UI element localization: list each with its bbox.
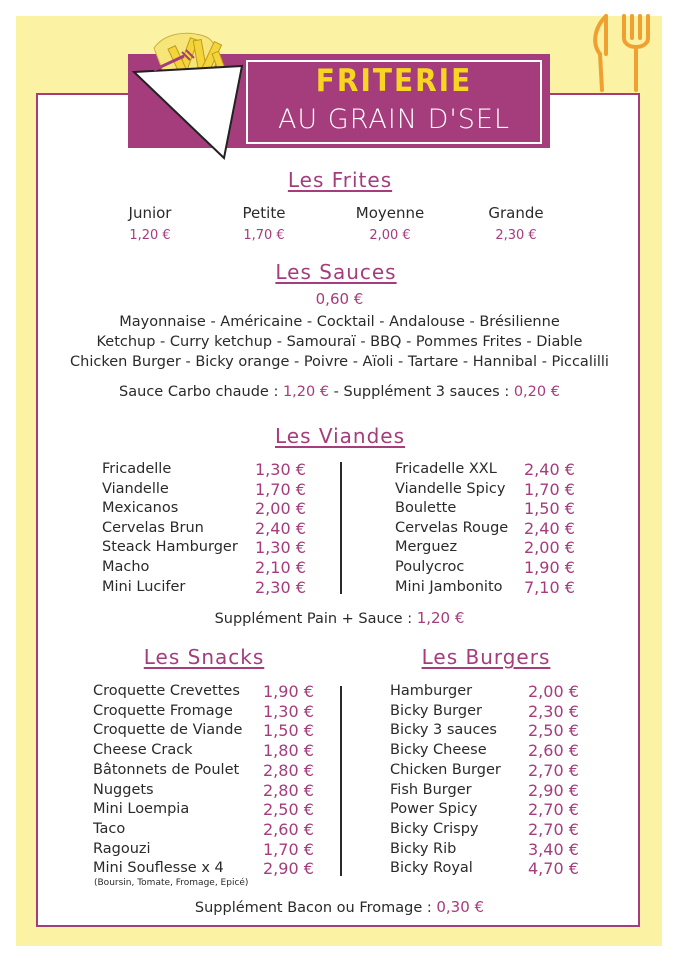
burger-item-price: 4,70 € <box>528 859 579 879</box>
frites-size-price: 1,70 € <box>243 228 285 243</box>
burger-item-price: 2,90 € <box>528 780 579 800</box>
burger-item-price: 2,30 € <box>528 701 579 721</box>
viande-item-name: Viandelle Spicy <box>395 480 506 497</box>
viande-item-name: Boulette <box>395 500 457 517</box>
burger-item-name: Bicky Rib <box>390 840 457 857</box>
souflesse-note: (Boursin, Tomate, Fromage, Epicé) <box>94 878 249 888</box>
bacon-supplement-label: Supplément Bacon ou Fromage : <box>194 900 437 916</box>
sauce-carbo-price: 1,20 € <box>282 384 330 400</box>
snack-item-price: 2,90 € <box>263 859 314 879</box>
sauces-line-2: Ketchup - Curry ketchup - Samouraï - BBQ - Pommes Frites - Diable <box>96 334 583 350</box>
viandes-divider <box>340 462 342 594</box>
viande-item-price: 2,10 € <box>255 558 306 577</box>
viande-item-name: Macho <box>102 559 150 575</box>
sauces-title: Les Sauces <box>275 260 397 284</box>
burger-item-price: 2,50 € <box>528 721 579 741</box>
burger-item-name: Bicky Burger <box>390 702 482 719</box>
viande-item-price: 1,30 € <box>255 460 306 479</box>
snack-item-price: 1,30 € <box>263 701 314 721</box>
viande-item-name: Viandelle <box>102 480 169 497</box>
snack-item-price: 2,80 € <box>263 760 314 780</box>
frites-size-price: 1,20 € <box>129 228 171 243</box>
snacks-burgers-divider <box>340 686 342 876</box>
viande-item-price: 2,40 € <box>255 518 306 538</box>
burger-item-price: 2,70 € <box>528 819 579 839</box>
fork-knife-icon <box>588 10 660 94</box>
snack-item-name: Ragouzi <box>93 840 151 857</box>
snack-item-price: 1,70 € <box>263 839 314 859</box>
snack-item-name: Croquette Fromage <box>93 702 233 719</box>
snack-item-name: Taco <box>93 820 126 837</box>
frites-size-name: Petite <box>242 204 286 222</box>
snack-item-price: 2,80 € <box>263 780 314 800</box>
snack-item-price: 2,60 € <box>263 819 314 839</box>
supplement-pain-label: Supplément Pain + Sauce : <box>214 611 417 627</box>
snack-item-name: Cheese Crack <box>93 742 193 759</box>
supplement-3-sauces-label: - Supplément 3 sauces : <box>329 384 514 400</box>
fries-cone-icon <box>124 26 254 166</box>
viande-item-name: Mexicanos <box>102 500 179 517</box>
viande-item-name: Steack Hamburger <box>102 539 238 556</box>
brand-name-top: FRITERIE <box>315 62 473 99</box>
frites-size-name: Junior <box>128 204 172 222</box>
viande-item-price: 2,40 € <box>524 518 575 538</box>
snack-item-name: Croquette Crevettes <box>93 683 240 699</box>
viande-item-price: 2,40 € <box>524 460 575 479</box>
viande-item-price: 2,30 € <box>255 577 306 597</box>
burger-item-price: 2,70 € <box>528 800 579 820</box>
frites-size-name: Moyenne <box>355 204 425 222</box>
frites-size-price: 2,00 € <box>369 228 411 243</box>
viande-item-name: Fricadelle XXL <box>395 461 497 477</box>
burger-item-price: 2,60 € <box>528 741 579 761</box>
viandes-supplement <box>0 609 679 627</box>
burger-item-price: 2,00 € <box>528 682 579 701</box>
snack-item-name: Mini Souflesse x 4 <box>93 860 224 877</box>
burger-item-name: Fish Burger <box>390 781 472 798</box>
snack-item-price: 1,80 € <box>263 741 314 761</box>
viande-item-price: 1,70 € <box>524 479 575 499</box>
viande-item-name: Mini Jambonito <box>395 578 503 595</box>
sauce-carbo-label: Sauce Carbo chaude : <box>119 384 283 400</box>
viandes-title: Les Viandes <box>274 424 406 448</box>
bacon-supplement <box>0 898 679 916</box>
sauces-price: 0,60 € <box>315 290 364 308</box>
viande-item-price: 1,70 € <box>255 479 306 499</box>
burger-item-name: Power Spicy <box>390 801 478 818</box>
frites-size-name: Grande <box>488 204 544 222</box>
sauces-extras <box>0 384 679 400</box>
burger-item-name: Hamburger <box>390 683 473 699</box>
viande-item-price: 2,00 € <box>255 499 306 519</box>
burger-item-name: Bicky Crispy <box>390 820 479 837</box>
snack-item-name: Mini Loempia <box>93 801 190 818</box>
burger-item-name: Bicky Cheese <box>390 742 487 759</box>
viande-item-name: Fricadelle <box>102 461 172 477</box>
frites-size-price: 2,30 € <box>495 228 537 243</box>
supplement-pain-price: 1,20 € <box>416 609 465 627</box>
snacks-title: Les Snacks <box>143 645 265 669</box>
burger-item-price: 2,70 € <box>528 760 579 780</box>
burger-item-name: Chicken Burger <box>390 761 501 778</box>
viande-item-name: Cervelas Brun <box>102 519 204 536</box>
burgers-title: Les Burgers <box>421 645 551 669</box>
sauces-line-1: Mayonnaise - Américaine - Cocktail - Andalouse - Brésilienne <box>119 314 560 330</box>
viande-item-name: Mini Lucifer <box>102 578 186 595</box>
viande-item-name: Cervelas Rouge <box>395 519 509 536</box>
viande-item-name: Poulycroc <box>395 559 465 575</box>
frites-title: Les Frites <box>287 168 393 192</box>
snack-item-price: 1,50 € <box>263 721 314 741</box>
snack-item-price: 1,90 € <box>263 682 314 701</box>
viande-item-price: 1,90 € <box>524 558 575 577</box>
burger-item-name: Bicky Royal <box>390 860 473 877</box>
viande-item-name: Merguez <box>395 539 458 556</box>
burger-item-price: 3,40 € <box>528 839 579 859</box>
supplement-3-sauces-price: 0,20 € <box>513 384 560 400</box>
viande-item-price: 1,50 € <box>524 499 575 519</box>
bacon-supplement-price: 0,30 € <box>436 898 485 916</box>
snack-item-name: Bâtonnets de Poulet <box>93 761 240 778</box>
burger-item-name: Bicky 3 sauces <box>390 722 497 739</box>
sauces-line-3: Chicken Burger - Bicky orange - Poivre - Aïoli - Tartare - Hannibal - Piccalilli <box>70 354 609 370</box>
snack-item-name: Nuggets <box>93 781 154 798</box>
viande-item-price: 2,00 € <box>524 538 575 558</box>
snack-item-price: 2,50 € <box>263 800 314 820</box>
viande-item-price: 7,10 € <box>524 577 575 597</box>
brand-name-bottom: AU GRAIN D'SEL <box>277 104 511 135</box>
viande-item-price: 1,30 € <box>255 538 306 558</box>
snack-item-name: Croquette de Viande <box>93 722 243 739</box>
